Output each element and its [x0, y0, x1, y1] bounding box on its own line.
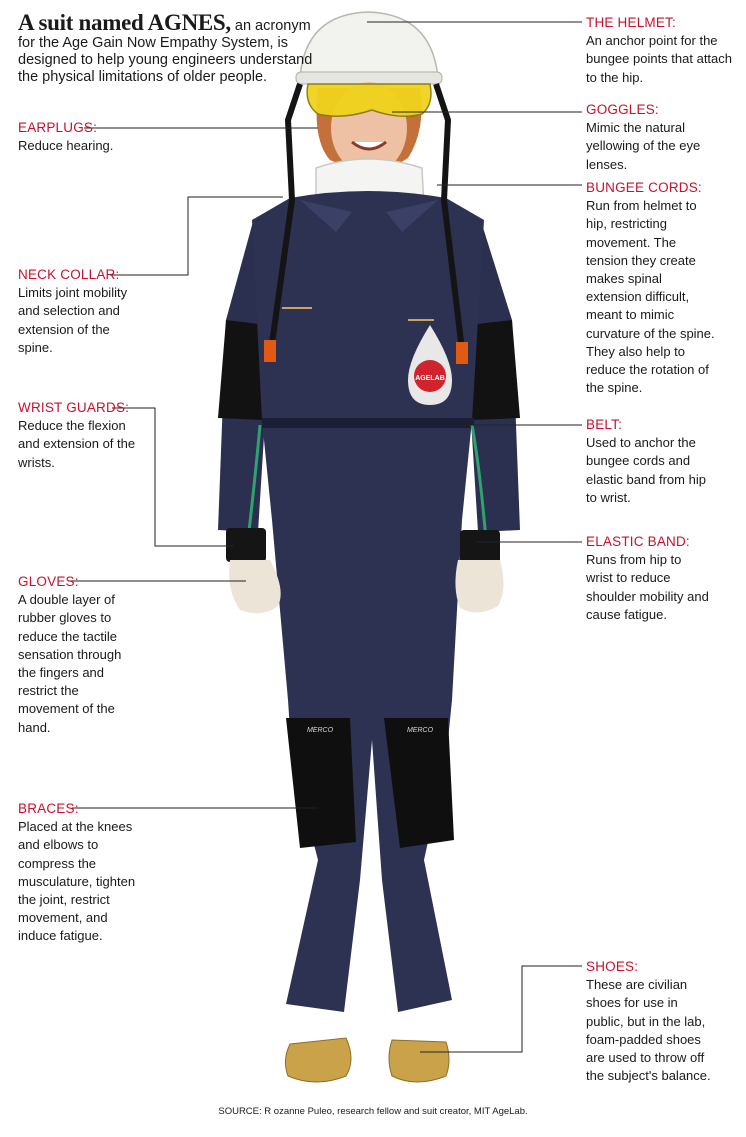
goggles — [307, 84, 431, 116]
callout-text: A double layer of rubber gloves to reduce the tactile sensation through the fingers and restrict the movement of the hand. — [18, 592, 122, 735]
coverall — [252, 191, 484, 1012]
callout-label: GLOVES: — [18, 574, 79, 589]
callout-label: NECK COLLAR: — [18, 267, 120, 282]
callout-label: ELASTIC BAND: — [586, 534, 690, 549]
callout-earplugs — [18, 119, 168, 155]
callout-text: Mimic the natural yellowing of the eye lenses. — [586, 120, 701, 172]
callout-label: WRIST GUARDS: — [18, 400, 130, 415]
callout-label: EARPLUGS: — [18, 120, 98, 135]
callout-label: BELT: — [586, 417, 623, 432]
callout-label: THE HELMET: — [586, 15, 676, 30]
intro-text: an acronym for the Age Gain Now Empathy System, is designed to help young engineers understand the physical limitations of older people. — [18, 18, 313, 85]
knee-text-right: MERCO — [406, 727, 434, 734]
callout-goggles — [586, 101, 736, 174]
glove-left — [229, 560, 281, 613]
shoe-left — [285, 1038, 351, 1082]
wrist-guard-right — [460, 530, 500, 564]
callout-elastic-band — [586, 533, 711, 624]
glove-right — [455, 560, 503, 613]
headline: A suit named AGNES, — [18, 10, 231, 35]
shoe-right — [389, 1040, 449, 1082]
callout-text: Used to anchor the bungee cords and elastic band from hip to wrist. — [586, 435, 706, 505]
callout-text: Reduce hearing. — [18, 138, 114, 154]
callout-text: Runs from hip to wrist to reduce shoulder mobility and cause fatigue. — [586, 552, 709, 622]
callout-belt — [586, 416, 711, 507]
callout-text: Reduce the flexion and extension of the wrists. — [18, 418, 136, 470]
callout-shoes — [586, 958, 716, 1085]
callout-gloves — [18, 573, 130, 737]
title-block — [18, 10, 318, 86]
source-credit: SOURCE: R ozanne Puleo, research fellow and suit creator, MIT AgeLab. — [218, 1106, 528, 1117]
badge-text: AGELAB — [415, 375, 445, 382]
callout-label: GOGGLES: — [586, 102, 659, 117]
wrist-guard-left — [226, 528, 266, 562]
callout-text: An anchor point for the bungee points that attach to the hip. — [586, 33, 733, 85]
callout-text: Placed at the knees and elbows to compress the musculature, tighten the joint, restrict movement, and induce fatigue. — [18, 819, 136, 944]
callout-label: BUNGEE CORDS: — [586, 180, 702, 195]
callout-helmet — [586, 14, 736, 87]
callout-text: Run from helmet to hip, restricting movement. The tension they create makes spinal extension difficult, meant to mimic curvature of the spine. They also help to reduce the rotation of the spine. — [586, 198, 715, 396]
belt — [262, 418, 474, 428]
callout-label: BRACES: — [18, 801, 79, 816]
callout-braces — [18, 800, 140, 946]
callout-text: These are civilian shoes for use in public, but in the lab, foam-padded shoes are used to throw off the subject's balance. — [586, 977, 711, 1084]
callout-neck-collar — [18, 266, 143, 357]
callout-text: Limits joint mobility and selection and extension of the spine. — [18, 285, 128, 355]
callout-wrist-guards — [18, 399, 143, 472]
callout-label: SHOES: — [586, 959, 639, 974]
callout-bungee-cords — [586, 179, 716, 397]
knee-text-left: MERCO — [306, 727, 334, 734]
